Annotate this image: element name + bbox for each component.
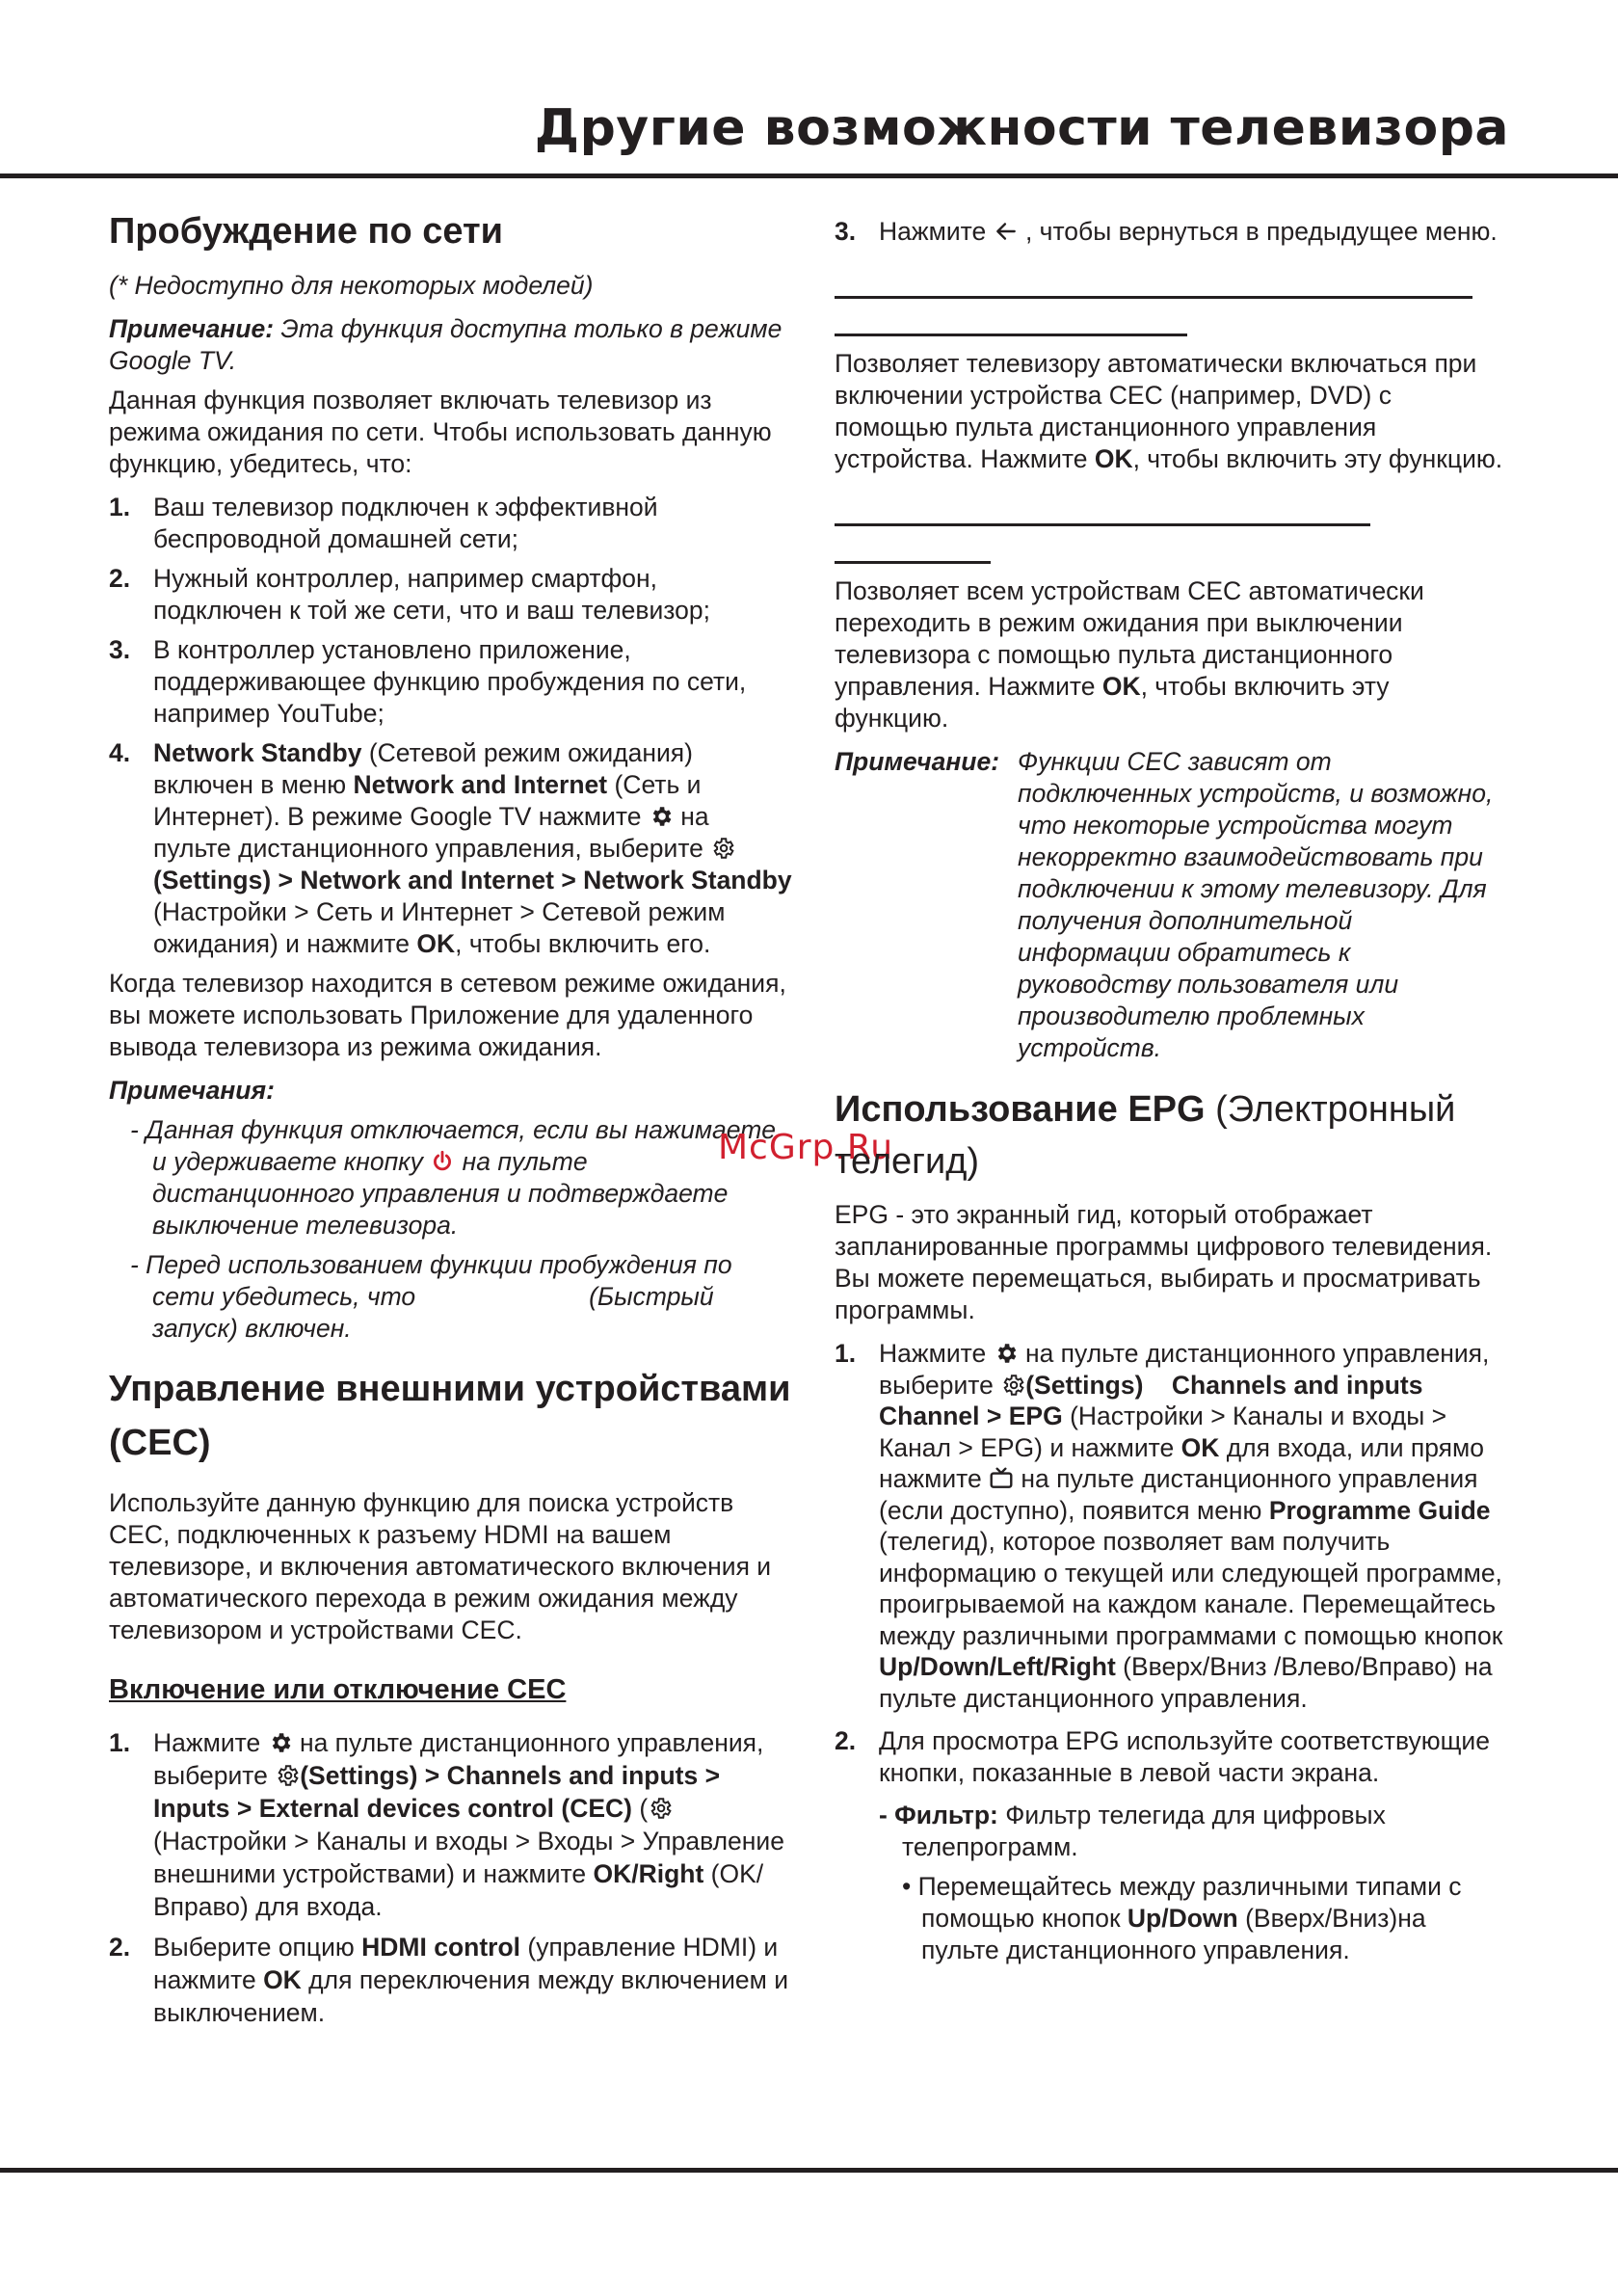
text: (управление HDMI) и нажмите — [153, 1933, 779, 1994]
cec-note — [835, 746, 1509, 1064]
footer-rule — [0, 2168, 1618, 2173]
ok-right-label: OK/Right — [593, 1859, 704, 1888]
ok-label: OK — [416, 929, 456, 958]
text: на пульте дистанционного управления, выберите — [153, 1728, 764, 1790]
cec-intro: Используйте данную функцию для поиска устройств CEC, подключенных к разъему HDMI на вашем телевизоре, и включения автоматического включения и автоматического перехода в режим ожидания между телевизором и устройствами CEC. — [109, 1488, 772, 1644]
wol-intro: Данная функция позволяет включать телевизор из режима ожидания по сети. Чтобы использовать данную функцию, убедитесь, что: — [109, 386, 772, 478]
wol-note — [109, 313, 793, 377]
header-rule — [0, 174, 1618, 178]
text: Фильтр телегида для цифровых телепрограмм. — [902, 1801, 1386, 1861]
wol-note-label: Примечание: — [109, 314, 275, 343]
list-item — [109, 1726, 793, 1923]
guide-tv-icon — [989, 1466, 1014, 1491]
right-column — [835, 216, 1509, 1966]
cec-auto-on-desc — [835, 348, 1509, 475]
list-number: 4. — [109, 738, 131, 767]
list-text: Ваш телевизор подключен к эффективной беспроводной домашней сети; — [153, 493, 658, 553]
list-text: В контроллер установлено приложение, поддерживающее функцию пробуждения по сети, например YouTube; — [153, 635, 747, 728]
wol-heading: Пробуждение по сети — [109, 211, 503, 252]
text: (Быстрый запуск) включен. — [152, 1282, 714, 1343]
wol-notes-label: Примечания: — [109, 1076, 275, 1105]
text: Позволяет всем устройствам CEC автоматически переходить в режим ожидания при выключении телевизора с помощью пульта дистанционного управления. Нажмите — [835, 576, 1424, 701]
wol-after: Когда телевизор находится в сетевом режиме ожидания, вы можете использовать Приложение для удаленного вывода телевизора из режима ожидания. — [109, 969, 786, 1061]
cec-list-continued — [835, 216, 1509, 248]
list-item — [835, 1725, 1509, 1788]
settings-outline-icon — [1000, 1373, 1025, 1398]
text: , чтобы вернуться в предыдущее меню. — [1018, 217, 1498, 246]
settings-outline-icon — [710, 836, 735, 861]
text: , чтобы включить его. — [455, 929, 711, 958]
cec-list — [109, 1726, 793, 2029]
text: , чтобы включить эту функцию. — [835, 672, 1390, 733]
list-item — [109, 1931, 793, 2029]
list-number: 1. — [109, 1728, 131, 1757]
settings-outline-icon — [648, 1796, 673, 1821]
cec-heading: Управление внешними устройствами (CEC) — [109, 1369, 791, 1463]
menu-label: Network and Internet — [353, 770, 608, 799]
text: Нажмите — [879, 217, 994, 246]
menu-path: (Settings) Channels and inputs Channel > EPG — [879, 1370, 1451, 1430]
text: на пульте дистанционного управления (если доступно), появится меню — [879, 1464, 1478, 1525]
text: на пульте дистанционного управления, выберите — [879, 1339, 1490, 1400]
text: (Сеть и Интернет). В режиме Google TV нажмите — [153, 770, 702, 831]
list-number: 3. — [109, 635, 131, 664]
page-title: Другие возможности телевизора — [534, 99, 1509, 157]
wol-availability: (* Недоступно для некоторых моделей) — [109, 271, 594, 300]
wol-list — [109, 492, 793, 960]
text: • Перемещайтесь между различными типами с помощью кнопок — [902, 1872, 1462, 1933]
text: (Настройки > Сеть и Интернет > Сетевой режим ожидания) и нажмите — [153, 897, 726, 958]
nav-keys-label: Up/Down/Left/Right — [879, 1652, 1116, 1681]
list-number: 3. — [835, 217, 857, 246]
filter-label: - Фильтр: — [879, 1801, 998, 1829]
hdmi-control-label: HDMI control — [361, 1933, 521, 1962]
left-column — [109, 204, 793, 2029]
text: Выберите опцию — [153, 1933, 362, 1962]
epg-bullet — [835, 1871, 1509, 1966]
text: - Данная функция отключается, если вы нажимаете и удерживаете кнопку — [130, 1115, 777, 1176]
list-item — [835, 1338, 1509, 1714]
list-text: Нужный контроллер, например смартфон, подключен к той же сети, что и ваш телевизор; — [153, 564, 710, 625]
wol-note-text: Эта функция доступна только в режиме Google TV. — [109, 314, 782, 375]
list-number: 2. — [109, 1933, 131, 1962]
ok-label: OK — [1094, 444, 1133, 473]
note-text: Функции CEC зависят от подключенных устройств, и возможно, что некоторые устройства могут некорректно взаимодействовать при подключении к этому телевизору. Для получения дополнительной информации обратитесь к руководству пользователя или производителю проблемных устройств. — [1018, 747, 1494, 1062]
epg-intro: EPG - это экранный гид, который отображает запланированные программы цифрового телевидения. Вы можете перемещаться, выбирать и просматривать программы. — [835, 1200, 1493, 1324]
network-standby-label: Network Standby — [153, 738, 362, 767]
list-text: Для просмотра EPG используйте соответствующие кнопки, показанные в левой части экрана. — [879, 1726, 1490, 1787]
text: , чтобы включить эту функцию. — [1132, 444, 1503, 473]
wol-note-2 — [109, 1249, 793, 1345]
list-item — [835, 216, 1509, 248]
list-item — [109, 737, 793, 960]
text: Позволяет телевизору автоматически включаться при включении устройства CEC (например, DVD) с помощью пульта дистанционного управления устройства. Нажмите — [835, 349, 1477, 473]
epg-heading-bold: Использование EPG — [835, 1089, 1206, 1130]
epg-heading — [835, 1083, 1509, 1188]
text: ( — [632, 1794, 649, 1823]
text: (Настройки > Каналы и входы > Канал > EPG) и нажмите — [879, 1402, 1447, 1462]
list-number: 2. — [835, 1726, 857, 1755]
wol-note-1 — [109, 1114, 793, 1241]
epg-filter — [835, 1800, 1509, 1863]
text: на пульте дистанционного управления и подтверждаете выключение телевизора. — [152, 1147, 729, 1240]
text: для входа, или прямо нажмите — [879, 1432, 1484, 1493]
settings-icon — [994, 1341, 1019, 1366]
list-number: 1. — [109, 493, 131, 521]
text: (OK/Вправо) для входа. — [153, 1859, 764, 1921]
menu-path: (Settings) > Network and Internet > Network Standby — [153, 866, 792, 894]
text: для переключения между включением и выключением. — [153, 1965, 789, 2027]
text: (Настройки > Каналы и входы > Входы > Управление внешними устройствами) и нажмите — [153, 1827, 784, 1888]
epg-heading-light: (Электронный телегид) — [835, 1089, 1456, 1182]
watermark: McGrp.Ru — [718, 1128, 894, 1167]
programme-guide-label: Programme Guide — [1268, 1495, 1491, 1525]
settings-icon — [649, 804, 674, 829]
text: (Вверх/Вниз)на пульте дистанционного управления. — [921, 1904, 1426, 1964]
text: (телегид), которое позволяет вам получить информацию о текущей или следующей программе, проигрываемой на каждом канале. Перемещайтесь между различными программами с помощью кнопок — [879, 1527, 1503, 1650]
list-item — [109, 492, 793, 555]
back-arrow-icon — [994, 219, 1019, 244]
text: (Сетевой режим ожидания) включен в меню — [153, 738, 693, 799]
settings-outline-icon — [275, 1763, 300, 1788]
text: Нажмите — [153, 1728, 268, 1757]
settings-icon — [268, 1730, 293, 1755]
up-down-label: Up/Down — [1127, 1904, 1238, 1933]
text: (Вверх/Вниз /Влево/Вправо) на пульте дистанционного управления. — [879, 1652, 1493, 1713]
ok-label: OK — [1101, 672, 1141, 701]
cec-auto-standby-desc — [835, 575, 1509, 734]
menu-path: (Settings) > Channels and inputs > Inputs > External devices control (CEC) — [153, 1761, 721, 1823]
list-number: 1. — [835, 1339, 857, 1368]
list-item — [109, 634, 793, 730]
text: - Перед использованием функции пробуждения по сети убедитесь, что — [130, 1250, 732, 1311]
list-number: 2. — [109, 564, 131, 593]
power-icon — [430, 1149, 455, 1174]
text: Нажмите — [879, 1339, 994, 1368]
list-item — [109, 563, 793, 627]
note-label: Примечание: — [835, 747, 1000, 776]
epg-list — [835, 1338, 1509, 1788]
text: на пульте дистанционного управления, выберите — [153, 802, 711, 863]
ok-label: OK — [1180, 1432, 1220, 1462]
ok-label: OK — [263, 1965, 302, 1994]
cec-subheading: Включение или отключение CEC — [109, 1674, 567, 1705]
